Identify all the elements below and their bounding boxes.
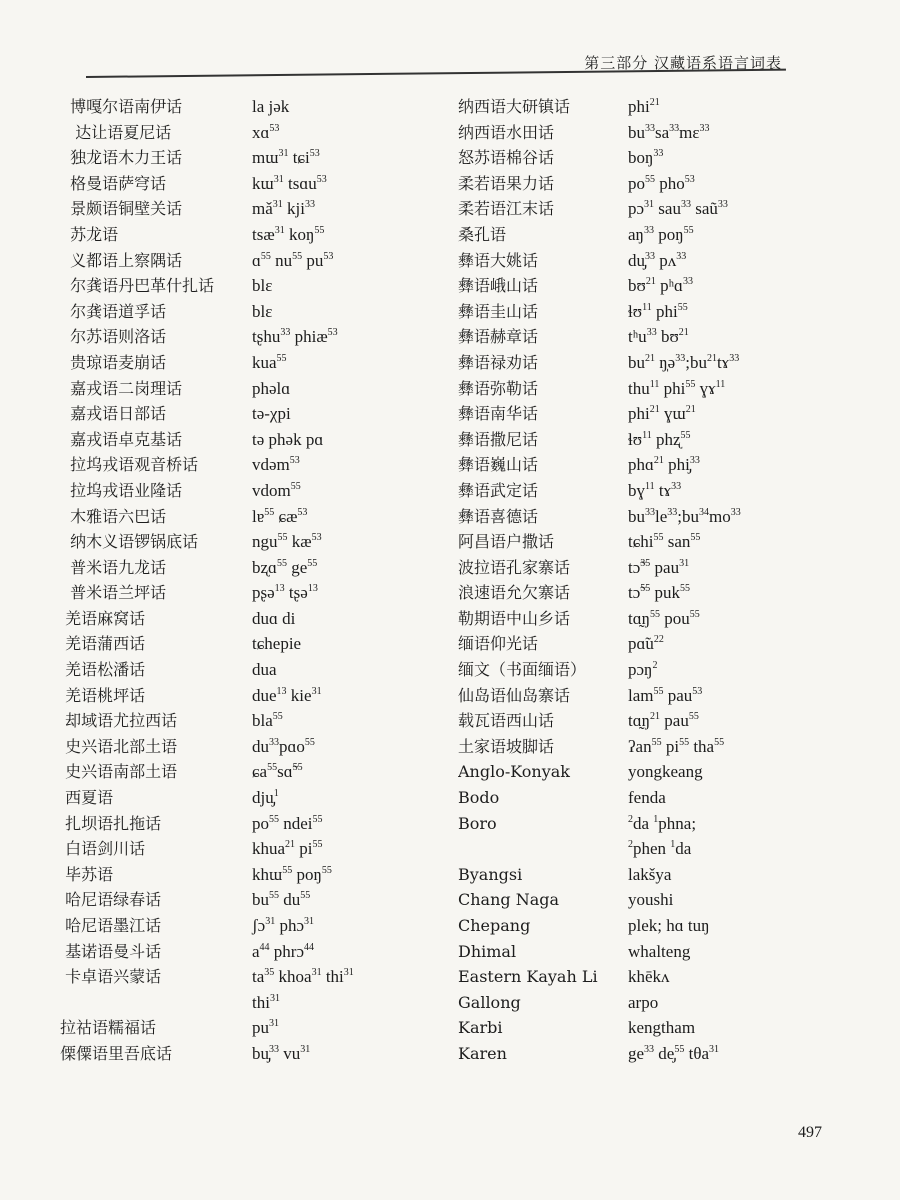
word-form: ʃɔ$^{31}$ phɔ$^{31}$ xyxy=(252,916,315,935)
entry-row xyxy=(60,376,440,402)
entry-row xyxy=(60,683,440,709)
entry-row xyxy=(60,529,440,555)
entry-row xyxy=(458,734,838,760)
running-head: 第三部分 汉藏语系语言词表 xyxy=(584,54,782,72)
word-form: phi$^{21}$ xyxy=(628,97,660,116)
entry-row xyxy=(60,913,440,939)
word-form: pʂə$^{13}$ tʂə$^{13}$ xyxy=(252,583,318,603)
language-name: 桑孔语 xyxy=(458,224,507,244)
language-name: 浪速语允欠寨话 xyxy=(458,583,571,603)
word-form: ɑ$^{55}$ $nu^{55}$ $pu^{53}$ xyxy=(252,250,334,270)
word-form: $tɑ̰ŋ^{21}$ pau$^{55}$ xyxy=(628,711,699,731)
entry-row xyxy=(458,785,838,811)
word-form: $tɑ̰ŋ^{55}$ pou$^{55}$ xyxy=(628,608,700,628)
entry-row xyxy=(458,1015,838,1041)
entry-row xyxy=(458,350,838,376)
entry-row xyxy=(60,1015,440,1041)
language-name: 羌语麻窝话 xyxy=(60,608,146,628)
word-form: $bu^{33}le^{33};bu^{34}mo^{33}$ xyxy=(628,506,741,526)
entry-row xyxy=(458,836,838,862)
language-name: 纳西语大研镇话 xyxy=(458,97,571,116)
word-form: bʊ$^{21}$ pʰɑ$^{33}$ xyxy=(628,276,693,296)
word-form: dju̡$^1$ xyxy=(252,788,279,808)
word-form: $du^{33}pɑo^{55}$ xyxy=(252,736,315,756)
entry-row xyxy=(60,734,440,760)
entry-row xyxy=(60,555,440,581)
entry-row xyxy=(458,324,838,350)
language-name: 尔苏语则洛话 xyxy=(60,327,167,347)
language-name: 柔若语果力话 xyxy=(458,173,555,193)
language-name: Chang Naga xyxy=(458,890,560,910)
word-form: whalteng xyxy=(628,941,691,961)
language-name: Gallong xyxy=(458,992,521,1012)
language-name: 普米语九龙话 xyxy=(60,557,167,577)
entry-row xyxy=(60,504,440,530)
entry-row xyxy=(458,887,838,913)
language-name: 毕苏语 xyxy=(60,864,114,884)
page-number: 497 xyxy=(798,1124,822,1141)
entry-row xyxy=(458,606,838,632)
language-name: 西夏语 xyxy=(60,788,114,808)
word-form: bla$^{55}$ xyxy=(252,711,283,731)
word-form: tɔ̃$^{55}$ puk$^{55}$ xyxy=(628,583,691,603)
entry-row xyxy=(60,299,440,325)
word-form: lɐ$^{55}$ ɕæ$^{53}$ xyxy=(252,506,308,526)
word-form: tɕhi$^{55}$ san$^{55}$ xyxy=(628,532,701,552)
word-form: duɑ di xyxy=(252,608,296,628)
entry-row xyxy=(60,580,440,606)
language-name: 傈僳语里吾底话 xyxy=(60,1043,173,1063)
entry-row xyxy=(458,478,838,504)
entry-row xyxy=(458,580,838,606)
entry-row xyxy=(60,887,440,913)
language-name: 纳西语水田话 xyxy=(458,122,555,142)
word-form: phɑ$^{21}$ phi̡$^{33}$ xyxy=(628,455,700,475)
entry-row xyxy=(458,964,838,990)
entry-row xyxy=(60,836,440,862)
language-name: 柔若语江末话 xyxy=(458,199,555,219)
entry-row xyxy=(458,222,838,248)
language-name: 嘉戎语卓克基话 xyxy=(60,429,183,449)
word-form: vdəm$^{53}$ xyxy=(252,455,300,475)
language-name: 扎坝语扎拖话 xyxy=(60,813,162,833)
word-form: $pɑ̃u^{22}$ xyxy=(628,634,664,654)
entry-row xyxy=(458,145,838,171)
entry-row xyxy=(60,631,440,657)
word-form: arpo xyxy=(628,992,659,1012)
language-name: 哈尼语绿春话 xyxy=(60,890,162,910)
word-form: phəlɑ xyxy=(252,378,291,398)
language-name: Byangsi xyxy=(458,864,523,884)
language-name: Chepang xyxy=(458,916,531,935)
entry-row xyxy=(458,248,838,274)
language-name: 羌语蒲西话 xyxy=(60,634,146,654)
language-name: 尔龚语道孚话 xyxy=(60,301,167,321)
header-rule xyxy=(86,69,786,78)
language-name: 彝语峨山话 xyxy=(458,276,539,296)
word-form: $po^{55}$ pho$^{53}$ xyxy=(628,173,695,193)
language-name: 苏龙语 xyxy=(60,224,119,244)
language-name: Eastern Kayah Li xyxy=(458,967,598,987)
language-name: 羌语桃坪话 xyxy=(60,685,146,705)
word-form: fenda xyxy=(628,788,666,808)
language-name: 羌语松潘话 xyxy=(60,660,146,680)
word-form: ʔan$^{55}$ $pi^{55}$ tha$^{55}$ xyxy=(628,736,725,756)
word-form: lakšya xyxy=(628,864,672,884)
entry-row xyxy=(60,273,440,299)
language-name: 义都语上察隅话 xyxy=(60,250,183,270)
entry-row xyxy=(60,964,440,990)
entry-row xyxy=(60,606,440,632)
language-name: 贵琼语麦崩话 xyxy=(60,352,167,372)
entry-row xyxy=(458,811,838,837)
entry-row xyxy=(458,171,838,197)
language-name: 普米语兰坪话 xyxy=(60,583,167,603)
language-name: 怒苏语棉谷话 xyxy=(458,148,555,168)
entry-row xyxy=(458,196,838,222)
language-name: 基诺语曼斗话 xyxy=(60,941,162,961)
word-form: xɑ$^{53}$ xyxy=(252,122,280,142)
entry-row xyxy=(60,1041,440,1067)
entry-row xyxy=(60,248,440,274)
word-form: thu$^{11}$ phi$^{55}$ ɣɤ$^{11}$ xyxy=(628,378,726,398)
language-name: Karbi xyxy=(458,1018,503,1038)
language-name: 拉坞戎语观音桥话 xyxy=(60,455,199,475)
word-form: $ta^{35}$ khoa$^{31}$ thi$^{31}$ xyxy=(252,967,354,987)
word-form: bɣ$^{11}$ tɤ$^{33}$ xyxy=(628,480,682,500)
language-name: 彝语圭山话 xyxy=(458,301,539,321)
entry-row xyxy=(60,939,440,965)
language-name: 勒期语中山乡话 xyxy=(458,608,571,628)
word-form: $bu^{21}$ $ŋ̩ə^{33};bu^{21}tɤ^{33}$ xyxy=(628,352,740,372)
word-form: khua$^{21}$ $pi^{55}$ xyxy=(252,839,323,859)
word-form: ɕa$^{55}$sɑ̃$^{55}$ xyxy=(252,762,303,782)
language-name: 阿昌语户撒话 xyxy=(458,532,555,552)
word-form: yongkeang xyxy=(628,762,703,782)
entry-row xyxy=(60,120,440,146)
language-name: 彝语禄劝话 xyxy=(458,352,539,372)
language-name: 土家语坡脚话 xyxy=(458,736,555,756)
language-name: 载瓦语西山话 xyxy=(458,711,555,731)
entry-row xyxy=(60,452,440,478)
language-name: 波拉语孔家寨话 xyxy=(458,557,571,577)
language-name: Bodo xyxy=(458,788,500,808)
word-form: dua xyxy=(252,660,277,680)
word-form: $po^{55}$ ndei$^{55}$ xyxy=(252,813,323,833)
word-form: due$^{13}$ kie$^{31}$ xyxy=(252,685,322,705)
word-form: pɔŋ$^2$ xyxy=(628,660,658,680)
word-form: kua$^{55}$ xyxy=(252,352,287,372)
word-form: $aŋ^{33}$ poŋ$^{55}$ xyxy=(628,224,694,244)
word-form: tə phək pɑ xyxy=(252,429,324,449)
language-name: 尔龚语丹巴革什扎话 xyxy=(60,276,215,296)
entry-row xyxy=(60,862,440,888)
language-name: 缅文（书面缅语） xyxy=(458,660,587,680)
language-name: 彝语撒尼话 xyxy=(458,429,539,449)
word-form: thi$^{31}$ xyxy=(252,992,280,1012)
word-form: mɯ$^{31}$ tɕi$^{53}$ xyxy=(252,148,320,168)
entry-row xyxy=(458,683,838,709)
word-form: $bu^{55}$ $du^{55}$ xyxy=(252,890,311,910)
entry-row xyxy=(458,504,838,530)
word-form: $pu^{31}$ xyxy=(252,1018,279,1038)
word-form: vdom$^{55}$ xyxy=(252,480,301,500)
language-name: 博嘎尔语南伊话 xyxy=(60,97,183,116)
word-form: phi$^{21}$ ɣɯ$^{21}$ xyxy=(628,404,696,424)
word-form: lam$^{55}$ pau$^{53}$ xyxy=(628,685,703,705)
entry-row xyxy=(60,759,440,785)
word-form: $ge^{33}$ de̡$^{55}$ tθa$^{31}$ xyxy=(628,1043,720,1063)
entry-row xyxy=(60,657,440,683)
word-form: la jək xyxy=(252,97,290,116)
language-name: Anglo-Konyak xyxy=(458,762,570,782)
entry-row xyxy=(60,145,440,171)
left-column xyxy=(60,94,440,1067)
language-name: Karen xyxy=(458,1043,507,1063)
entry-row xyxy=(458,376,838,402)
entry-row xyxy=(458,427,838,453)
word-form: tɕhepie xyxy=(252,634,302,654)
language-name: 彝语弥勒话 xyxy=(458,378,539,398)
entry-row xyxy=(60,785,440,811)
entry-row xyxy=(458,631,838,657)
language-name: 彝语南华话 xyxy=(458,404,539,424)
entry-row xyxy=(60,324,440,350)
language-name: 仙岛语仙岛寨话 xyxy=(458,685,571,705)
language-name: 史兴语南部土语 xyxy=(60,762,178,782)
language-name: 景颇语铜壁关话 xyxy=(60,199,183,219)
entry-row xyxy=(458,452,838,478)
language-name: 独龙语木力王话 xyxy=(60,148,183,168)
language-name: 彝语喜德话 xyxy=(458,506,539,526)
language-name: 史兴语北部土语 xyxy=(60,736,178,756)
word-form: du̡$^{33}$ pʌ$^{33}$ xyxy=(628,250,687,270)
word-form: $bu^{33}sa^{33}mɛ^{33}$ xyxy=(628,122,710,142)
word-form: khēkʌ xyxy=(628,967,670,987)
word-form: $a^{44}$ phrɔ$^{44}$ xyxy=(252,941,315,961)
language-name: 彝语大姚话 xyxy=(458,250,539,270)
word-form: $^2$da $^1$phna; xyxy=(628,813,697,833)
word-form: ɬʊ$^{11}$ phi$^{55}$ xyxy=(628,301,688,321)
word-form: $mǎ^{31}$ kji$^{33}$ xyxy=(252,199,315,219)
word-form: tə-χpi xyxy=(252,404,291,424)
language-name: 拉祜语糯福话 xyxy=(60,1018,157,1038)
word-form: youshi xyxy=(628,890,674,910)
word-form: bʐɑ$^{55}$ $ge^{55}$ xyxy=(252,557,318,577)
word-form: kɯ$^{31}$ tsɑu$^{53}$ xyxy=(252,173,327,193)
language-name: 彝语武定话 xyxy=(458,480,539,500)
entry-row xyxy=(458,120,838,146)
language-name: 拉坞戎语业隆话 xyxy=(60,480,183,500)
entry-row xyxy=(60,427,440,453)
language-name: 达让语夏尼话 xyxy=(60,122,172,142)
language-name: 嘉戎语二岗理话 xyxy=(60,378,183,398)
entry-row xyxy=(458,555,838,581)
language-name: Dhimal xyxy=(458,941,517,961)
entry-row xyxy=(458,273,838,299)
entry-row xyxy=(458,862,838,888)
entry-row xyxy=(60,222,440,248)
language-name: 缅语仰光话 xyxy=(458,634,539,654)
entry-row xyxy=(60,401,440,427)
word-form: tʂhu$^{33}$ phiæ$^{53}$ xyxy=(252,327,338,347)
word-form: plek; hɑ tuŋ xyxy=(628,916,710,935)
word-form: khɯ$^{55}$ poŋ$^{55}$ xyxy=(252,864,332,884)
entry-row xyxy=(60,171,440,197)
word-form: ɬʊ$^{11}$ phʐ$^{55}$ xyxy=(628,429,691,449)
word-form: $^2$phen $^1$da xyxy=(628,839,692,859)
word-form: kengtham xyxy=(628,1018,696,1038)
entry-row xyxy=(458,1041,838,1067)
entry-row xyxy=(60,708,440,734)
word-form: ngu$^{55}$ $kæ^{53}$ xyxy=(252,532,322,552)
language-name: 卡卓语兴蒙话 xyxy=(60,967,162,987)
word-form: pɔ$^{31}$ sau$^{33}$ saũ$^{33}$ xyxy=(628,199,728,219)
entry-row xyxy=(458,529,838,555)
language-name: 却域语尤拉西话 xyxy=(60,711,178,731)
entry-row xyxy=(60,196,440,222)
word-form: tɔ̃$^{35}$ pau$^{31}$ xyxy=(628,557,690,577)
entry-row xyxy=(60,94,440,120)
word-form: boŋ$^{33}$ xyxy=(628,148,664,168)
entry-row xyxy=(458,759,838,785)
language-name: 哈尼语墨江话 xyxy=(60,916,162,935)
entry-row xyxy=(458,939,838,965)
language-name: 彝语赫章话 xyxy=(458,327,539,347)
language-name: 格曼语萨穹话 xyxy=(60,173,167,193)
entry-row xyxy=(458,401,838,427)
entry-row xyxy=(60,990,440,1016)
right-column xyxy=(458,94,838,1067)
language-name: 木雅语六巴话 xyxy=(60,506,167,526)
language-name: 彝语巍山话 xyxy=(458,455,539,475)
word-form: bu̡$^{33}$ $vu^{31}$ xyxy=(252,1043,311,1063)
entry-row xyxy=(60,811,440,837)
entry-row xyxy=(60,350,440,376)
entry-row xyxy=(60,478,440,504)
entry-row xyxy=(458,913,838,939)
language-name: 纳木义语锣锅底话 xyxy=(60,532,199,552)
language-name: Boro xyxy=(458,813,497,833)
word-form: blɛ xyxy=(252,301,273,321)
word-form: tsæ$^{31}$ koŋ$^{55}$ xyxy=(252,224,325,244)
language-name: 嘉戎语日部话 xyxy=(60,404,167,424)
entry-row xyxy=(458,990,838,1016)
language-name: 白语剑川话 xyxy=(60,839,146,859)
word-form: blɛ xyxy=(252,276,273,296)
entry-row xyxy=(458,708,838,734)
word-form: tʰu$^{33}$ bʊ$^{21}$ xyxy=(628,327,689,347)
entry-row xyxy=(458,657,838,683)
entry-row xyxy=(458,94,838,120)
entry-row xyxy=(458,299,838,325)
